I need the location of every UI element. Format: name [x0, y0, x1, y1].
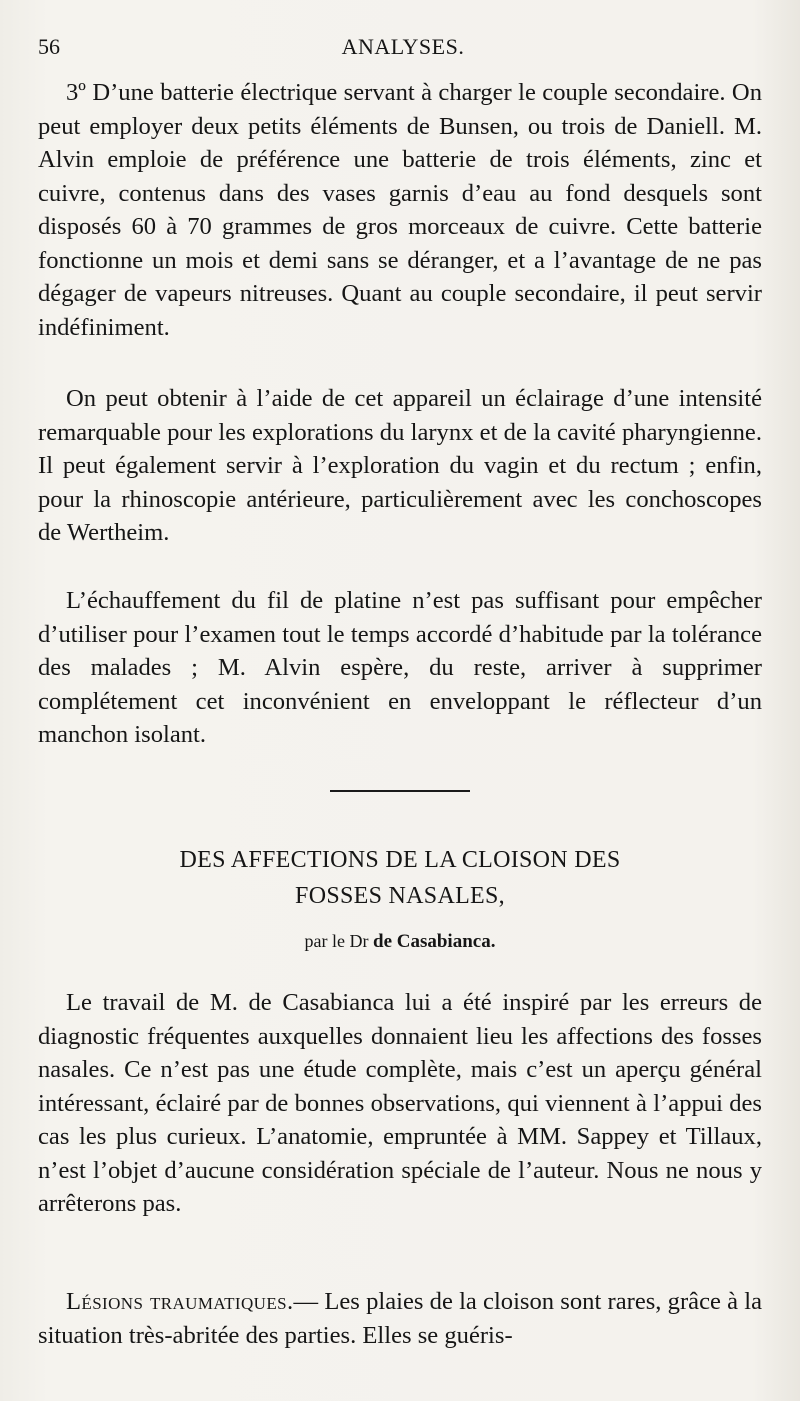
- paragraph-heating: [38, 584, 762, 752]
- paragraph-text: [38, 1285, 762, 1352]
- byline-prefix: par le Dr: [304, 931, 369, 951]
- running-title: ANALYSES.: [341, 34, 465, 59]
- paragraph-traumatic-lesions: [38, 1285, 762, 1352]
- paragraph-lighting: [38, 382, 762, 550]
- byline-author: de Casabianca.: [373, 931, 496, 952]
- paragraph-text: 3º D’une batterie électrique servant à charger le couple secondaire. On peut employer deux petits éléments de Bunsen, ou trois de Daniell. M. Alvin emploie de préférence une batterie de trois éléments, zinc et cuivre, contenus dans des vases garnis d’eau au fond desquels sont disposés 60 à 70 grammes de gros morceaux de cuivre. Cette batterie fonctionne un mois et demi sans se déranger, et a l’avantage de ne pas dégager de vapeurs nitreuses. Quant au couple secondaire, il peut servir indéfiniment.: [38, 79, 762, 341]
- running-head: [38, 34, 768, 66]
- section-heading: Lésions traumatiques.: [66, 1288, 294, 1315]
- article-title-line-1: DES AFFECTIONS DE LA CLOISON DES: [179, 847, 621, 873]
- paragraph-text: On peut obtenir à l’aide de cet appareil un éclairage d’une intensité remarquable pour les explorations du larynx et de la cavité pharyngienne. Il peut également servir à l’exploration du vagin et du rectum ; enfin, pour la rhinoscopie antérieure, particulièrement avec les conchoscopes de Wertheim.: [38, 385, 762, 546]
- section-divider: [330, 790, 470, 792]
- section-text: — Les plaies de la cloison sont rares, grâce à la situation très-abritée des parties. Elles se guéris-: [38, 1288, 762, 1349]
- page-number: 56: [38, 34, 60, 59]
- article-title: [38, 842, 762, 914]
- paragraph-text: L’échauffement du fil de platine n’est pas suffisant pour empêcher d’utiliser pour l’examen tout le temps accordé d’habitude par la tolérance des malades ; M. Alvin espère, du reste, arriver à supprimer complétement cet inconvénient en enveloppant le réflecteur d’un manchon isolant.: [38, 587, 762, 748]
- paragraph-text: Le travail de M. de Casabianca lui a été inspiré par les erreurs de diagnostic fréquentes auxquelles donnaient lieu les affections des fosses nasales. Ce n’est pas une étude complète, mais c’est un aperçu général intéressant, éclairé par de bonnes observations, qui viennent à l’appui des cas les plus curieux. L’anatomie, empruntée à MM. Sappey et Tillaux, n’est l’objet d’aucune considération spéciale de l’auteur. Nous ne nous y arrêterons pas.: [38, 989, 762, 1217]
- article-byline: [38, 926, 762, 957]
- paragraph-intro: [38, 986, 762, 1221]
- article-title-line-2: FOSSES NASALES,: [295, 883, 505, 909]
- paragraph-battery: [38, 76, 762, 344]
